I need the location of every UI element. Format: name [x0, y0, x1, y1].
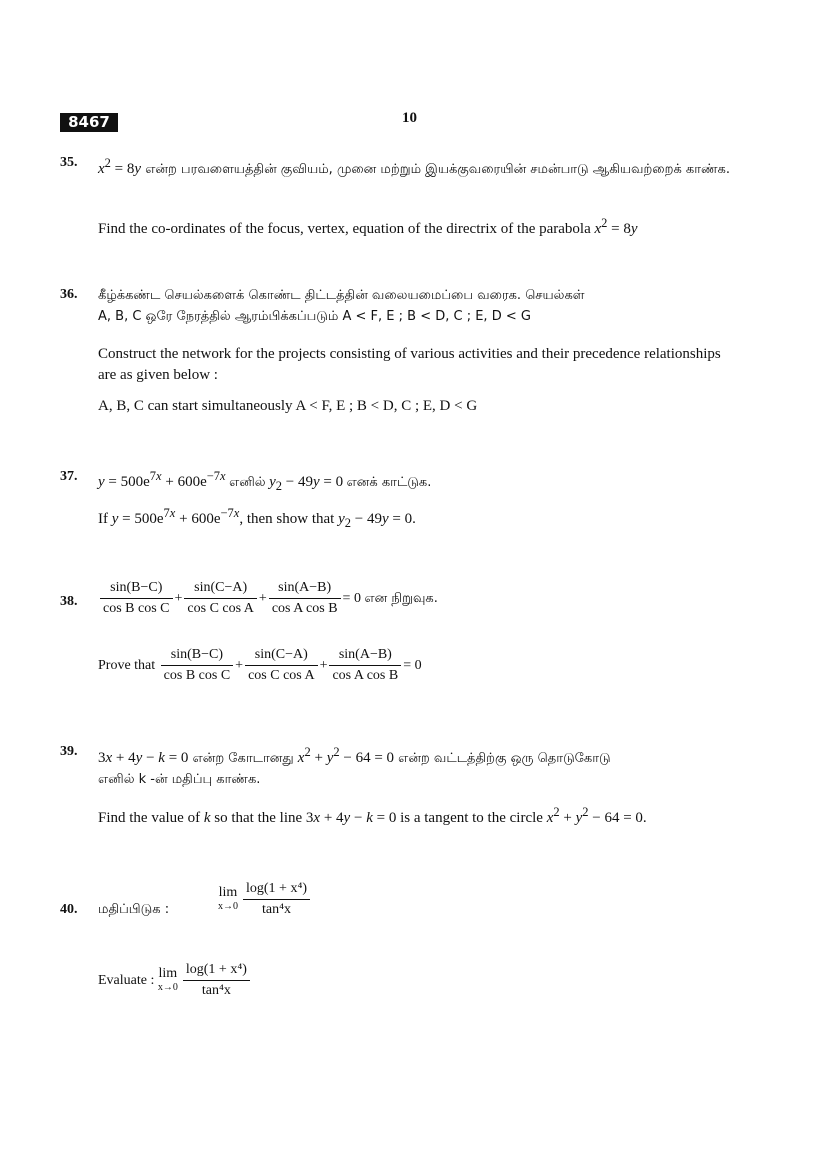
q38-english: Prove that $\frac{\sin(B-C)}{\text{cos B cos C}}$ + $\frac{\sin(C-A)}{\text{cos C cos A}}$ + $\frac{\sin(A-B)}{\text{cos A cos B}}$ = 0	[98, 647, 422, 683]
paper-code: 8467	[60, 113, 118, 132]
q36-english-line: A, B, C can start simultaneously A < F, E ; B < D, C ; E, D < G	[98, 398, 478, 414]
q36-english-para: Construct the network for the projects consisting of various activities and their precedence relationships are as given below :	[98, 346, 721, 383]
q40-tamil-label: மதிப்பிடுக :	[98, 902, 170, 917]
question-number: 36.	[60, 287, 78, 302]
q38-tamil: $\frac{\sin(B-C)}{\text{cos B cos C}}$ + $\frac{\sin(C-A)}{\text{cos C cos A}}$ + $\frac{\sin(A-B)}{\text{cos A cos B}}$ = 0 என நிறுவுக.	[98, 579, 438, 618]
question-number: 39.	[60, 744, 78, 759]
q35-english: Find the co-ordinates of the focus, vertex, equation of the directrix of the parabola $x^2 = 8y$	[98, 216, 638, 237]
q37-english: If $y = 500e^{7x} + 600e^{-7x}$, then show that $y_2 - 49y = 0$.	[98, 506, 416, 530]
q39-english: Find the value of k so that the line 3x + 4y − k = 0 is a tangent to the circle $x^2 + y^2 - 64 = 0$.	[98, 805, 647, 826]
q35-tamil: $x^2 = 8y$ என்ற பரவளையத்தின் குவியம், முனை மற்றும் இயக்குவரையின் சமன்பாடு ஆகியவற்றைக் காண்க.	[98, 156, 730, 177]
question-number: 35.	[60, 155, 78, 170]
page-number: 10	[402, 110, 417, 126]
q40-english: Evaluate : lim x→0 $\frac{\text{log(1 + x⁴)}}{\text{tan⁴x}}$	[98, 961, 252, 1000]
question-number: 37.	[60, 469, 78, 484]
q37-tamil: $y = 500e^{7x} + 600e^{-7x}$ எனில் $y_2 - 49y = 0$ எனக் காட்டுக.	[98, 469, 432, 493]
q36-tamil: கீழ்க்கண்ட செயல்களைக் கொண்ட திட்டத்தின் வலையமைப்பை வரைக. செயல்கள் A, B, C ஒரே நேரத்தில் ஆரம்பிக்கப்படும் A < F, E ; B < D, C ; E, D < G	[98, 288, 585, 324]
question-number: 38.	[60, 594, 78, 609]
question-number: 40.	[60, 902, 78, 917]
q40-tamil-expression: lim x→0 $\frac{\text{log(1 + x⁴)}}{\text{tan⁴x}}$	[218, 880, 312, 919]
q39-tamil: 3x + 4y − k = 0 என்ற கோடானது $x^2 + y^2 - 64 = 0$ என்ற வட்டத்திற்கு ஒரு தொடுகோடு எனில் k -ன் மதிப்பு காண்க.	[98, 745, 611, 787]
